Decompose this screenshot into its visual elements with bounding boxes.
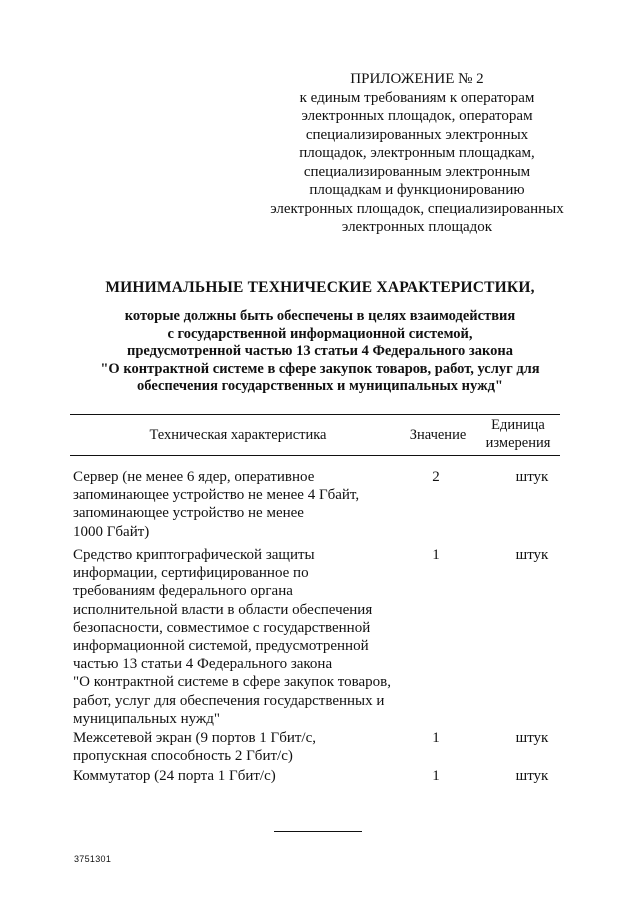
appendix-line: площадок, электронным площадкам, — [299, 145, 535, 161]
appendix-line: специализированных электронных — [305, 126, 529, 143]
appendix-line: электронных площадок, специализированных — [270, 200, 564, 217]
row-unit: штук — [515, 730, 549, 746]
appendix-line: к единым требованиям к операторам — [299, 89, 535, 106]
appendix-line: электронных площадок — [341, 219, 493, 235]
appendix-caption — [258, 70, 576, 237]
end-separator — [274, 831, 362, 832]
row-characteristic: Межсетевой экран (9 портов 1 Гбит/с, пропускная способность 2 Гбит/с) — [73, 730, 316, 765]
heading-subtitle-line: обеспечения государственных и муниципальных нужд" — [137, 378, 503, 395]
appendix-title: ПРИЛОЖЕНИЕ № 2 — [350, 71, 484, 87]
heading-subtitle — [60, 308, 580, 396]
row-unit: штук — [515, 469, 549, 485]
row-value: 1 — [432, 730, 440, 746]
table-top-rule — [70, 414, 560, 415]
appendix-line: площадкам и функционированию — [309, 182, 525, 198]
heading-subtitle-line: предусмотренной частью 13 статьи 4 Федерального закона — [127, 343, 513, 360]
column-header-value: Значение — [409, 427, 467, 443]
row-characteristic: Коммутатор (24 порта 1 Гбит/с) — [73, 768, 276, 784]
heading-subtitle-line: с государственной информационной системой, — [167, 325, 473, 342]
column-header-unit: Единица измерения — [485, 417, 551, 451]
appendix-line: специализированным электронным — [303, 163, 531, 180]
row-characteristic: Сервер (не менее 6 ядер, оперативное запоминающее устройство не менее 4 Гбайт, запоминающее устройство не менее 1000 Гбайт) — [73, 469, 360, 540]
table-header-rule — [70, 455, 560, 456]
document-heading — [60, 278, 580, 396]
row-value: 1 — [432, 547, 440, 563]
row-value: 2 — [432, 469, 440, 485]
row-characteristic: Средство криптографической защиты информации, сертифицированное по требованиям федерального органа исполнительной власти в области обеспечения безопасности, совместимое с государственной информационной системой, предусмотренной частью 13 статьи 4 Федерального закона "О контрактной системе в сфере закупок товаров, работ, услуг для обеспечения государственных и муниципальных нужд" — [73, 547, 391, 727]
heading-subtitle-line: "О контрактной системе в сфере закупок товаров, работ, услуг для — [100, 360, 540, 377]
appendix-line: электронных площадок, операторам — [301, 108, 533, 124]
row-unit: штук — [515, 768, 549, 784]
heading-title: МИНИМАЛЬНЫЕ ТЕХНИЧЕСКИЕ ХАРАКТЕРИСТИКИ, — [105, 279, 535, 296]
row-unit: штук — [515, 547, 549, 563]
column-header-characteristic: Техническая характеристика — [149, 427, 327, 443]
heading-subtitle-line: которые должны быть обеспечены в целях взаимодействия — [124, 308, 516, 324]
document-number: 3751301 — [74, 854, 112, 864]
row-value: 1 — [432, 768, 440, 784]
